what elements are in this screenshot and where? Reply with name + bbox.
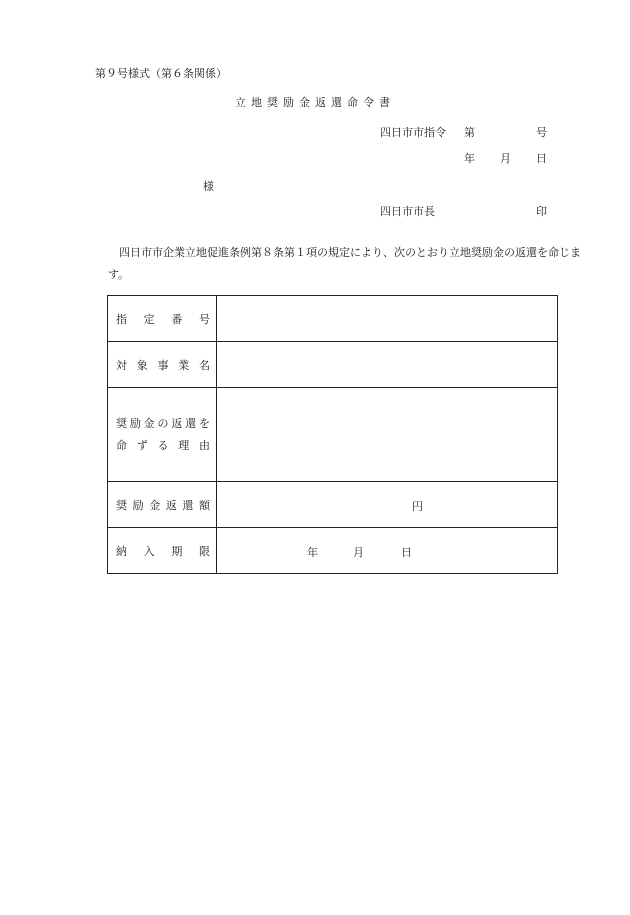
row-label: 指定番号: [108, 296, 217, 342]
body-paragraph: 四日市市企業立地促進条例第８条第１項の規定により、次のとおり立地奨励金の返還を命じます。: [108, 246, 581, 281]
date-day-label: 日: [536, 152, 547, 165]
seal-label: 印: [536, 205, 547, 218]
mayor-label: 四日市市長: [380, 205, 435, 218]
deadline-day-label: 日: [401, 546, 412, 559]
designation-number-field[interactable]: [217, 296, 558, 342]
reason-field[interactable]: [217, 388, 558, 482]
table-row-designation-number: [108, 296, 558, 342]
date-year-label: 年: [464, 152, 475, 165]
document-title: 立地奨励金返還命令書: [235, 96, 395, 109]
row-label-line2: 命ずる理由: [116, 438, 210, 452]
date-month-label: 月: [500, 152, 511, 165]
yen-suffix: 円: [412, 500, 423, 513]
refund-amount-field[interactable]: [217, 482, 558, 528]
number-prefix: 第: [464, 126, 475, 139]
number-suffix: 号: [536, 126, 547, 139]
project-name-field[interactable]: [217, 342, 558, 388]
table-row-payment-deadline: [108, 528, 558, 574]
form-number-label: 第９号様式（第６条関係）: [95, 67, 227, 80]
issuer-label: 四日市市指令: [380, 126, 446, 139]
table-row-refund-amount: [108, 482, 558, 528]
payment-deadline-field[interactable]: [217, 528, 558, 574]
addressee-suffix: 様: [203, 180, 214, 193]
deadline-year-label: 年: [307, 546, 318, 559]
row-label: 納入期限: [108, 528, 217, 574]
row-label-line1: 奨励金の返還を: [116, 416, 210, 430]
info-table: [107, 295, 558, 574]
row-label: 対象事業名: [108, 342, 217, 388]
table-row-project-name: [108, 342, 558, 388]
row-label: [108, 388, 217, 482]
deadline-month-label: 月: [353, 546, 364, 559]
row-label: 奨励金返還額: [108, 482, 217, 528]
table-row-reason: [108, 388, 558, 482]
